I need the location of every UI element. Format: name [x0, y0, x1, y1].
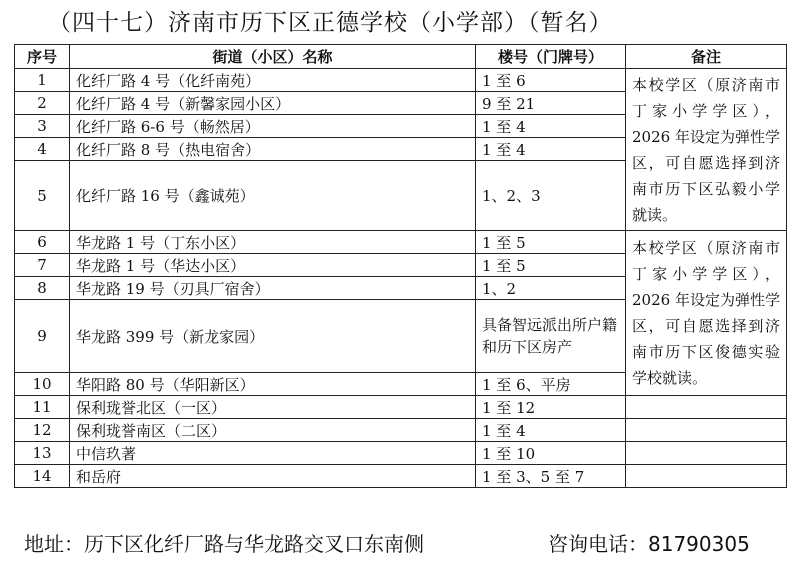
row-street: 和岳府: [70, 465, 476, 488]
row-building: 1 至 3、5 至 7: [476, 465, 626, 488]
row-building: 1 至 12: [476, 396, 626, 419]
row-building: 1、2: [476, 277, 626, 300]
row-index: 14: [15, 465, 70, 488]
row-index: 13: [15, 442, 70, 465]
table-row: [15, 465, 787, 488]
note-group-2: 本校学区（原济南市丁家小学学区），2026 年设定为弹性学区，可自愿选择到济南市历下区俊德实验学校就读。: [626, 231, 787, 396]
row-index: 5: [15, 161, 70, 231]
row-index: 4: [15, 138, 70, 161]
table-row: [15, 69, 787, 92]
row-building: 1 至 6: [476, 69, 626, 92]
row-building: 1 至 4: [476, 419, 626, 442]
row-index: 11: [15, 396, 70, 419]
school-address: 地址：历下区化纤厂路与华龙路交叉口东南侧: [24, 532, 424, 556]
row-street: 保利珑誉北区（一区）: [70, 396, 476, 419]
row-building: 1 至 10: [476, 442, 626, 465]
footer: [0, 524, 800, 564]
row-index: 1: [15, 69, 70, 92]
header-note: 备注: [626, 45, 787, 69]
row-street: 华龙路 1 号（华达小区）: [70, 254, 476, 277]
header-street: 街道（小区）名称: [70, 45, 476, 69]
table-row: [15, 419, 787, 442]
row-street: 华龙路 399 号（新龙家园）: [70, 300, 476, 373]
row-building: 1 至 6、平房: [476, 373, 626, 396]
row-building: 1 至 4: [476, 138, 626, 161]
row-index: 10: [15, 373, 70, 396]
row-index: 2: [15, 92, 70, 115]
school-district-table: [14, 44, 787, 488]
row-street: 化纤厂路 16 号（鑫诚苑）: [70, 161, 476, 231]
row-index: 3: [15, 115, 70, 138]
note-empty: [626, 465, 787, 488]
row-street: 中信玖著: [70, 442, 476, 465]
row-building: 1、2、3: [476, 161, 626, 231]
table-row: [15, 396, 787, 419]
row-street: 化纤厂路 4 号（新馨家园小区）: [70, 92, 476, 115]
row-index: 12: [15, 419, 70, 442]
row-index: 6: [15, 231, 70, 254]
row-building: 1 至 5: [476, 254, 626, 277]
row-street: 化纤厂路 6-6 号（畅然居）: [70, 115, 476, 138]
header-building: 楼号（门牌号）: [476, 45, 626, 69]
row-street: 化纤厂路 8 号（热电宿舍）: [70, 138, 476, 161]
row-index: 9: [15, 300, 70, 373]
note-empty: [626, 419, 787, 442]
row-street: 华阳路 80 号（华阳新区）: [70, 373, 476, 396]
note-empty: [626, 396, 787, 419]
row-building: 9 至 21: [476, 92, 626, 115]
table-row: [15, 442, 787, 465]
consult-phone: 咨询电话：81790305: [548, 532, 750, 556]
table-row: [15, 231, 787, 254]
page-title: （四十七）济南市历下区正德学校（小学部）（暂名）: [48, 10, 613, 36]
note-group-1: 本校学区（原济南市丁家小学学区），2026 年设定为弹性学区，可自愿选择到济南市历下区弘毅小学就读。: [626, 69, 787, 231]
row-street: 化纤厂路 4 号（化纤南苑）: [70, 69, 476, 92]
table-header-row: [15, 45, 787, 69]
row-index: 8: [15, 277, 70, 300]
row-building: 具备智远派出所户籍和历下区房产: [476, 300, 626, 373]
row-building: 1 至 4: [476, 115, 626, 138]
row-index: 7: [15, 254, 70, 277]
header-index: 序号: [15, 45, 70, 69]
row-street: 华龙路 19 号（刃具厂宿舍）: [70, 277, 476, 300]
row-street: 保利珑誉南区（二区）: [70, 419, 476, 442]
note-empty: [626, 442, 787, 465]
row-building: 1 至 5: [476, 231, 626, 254]
row-street: 华龙路 1 号（丁东小区）: [70, 231, 476, 254]
